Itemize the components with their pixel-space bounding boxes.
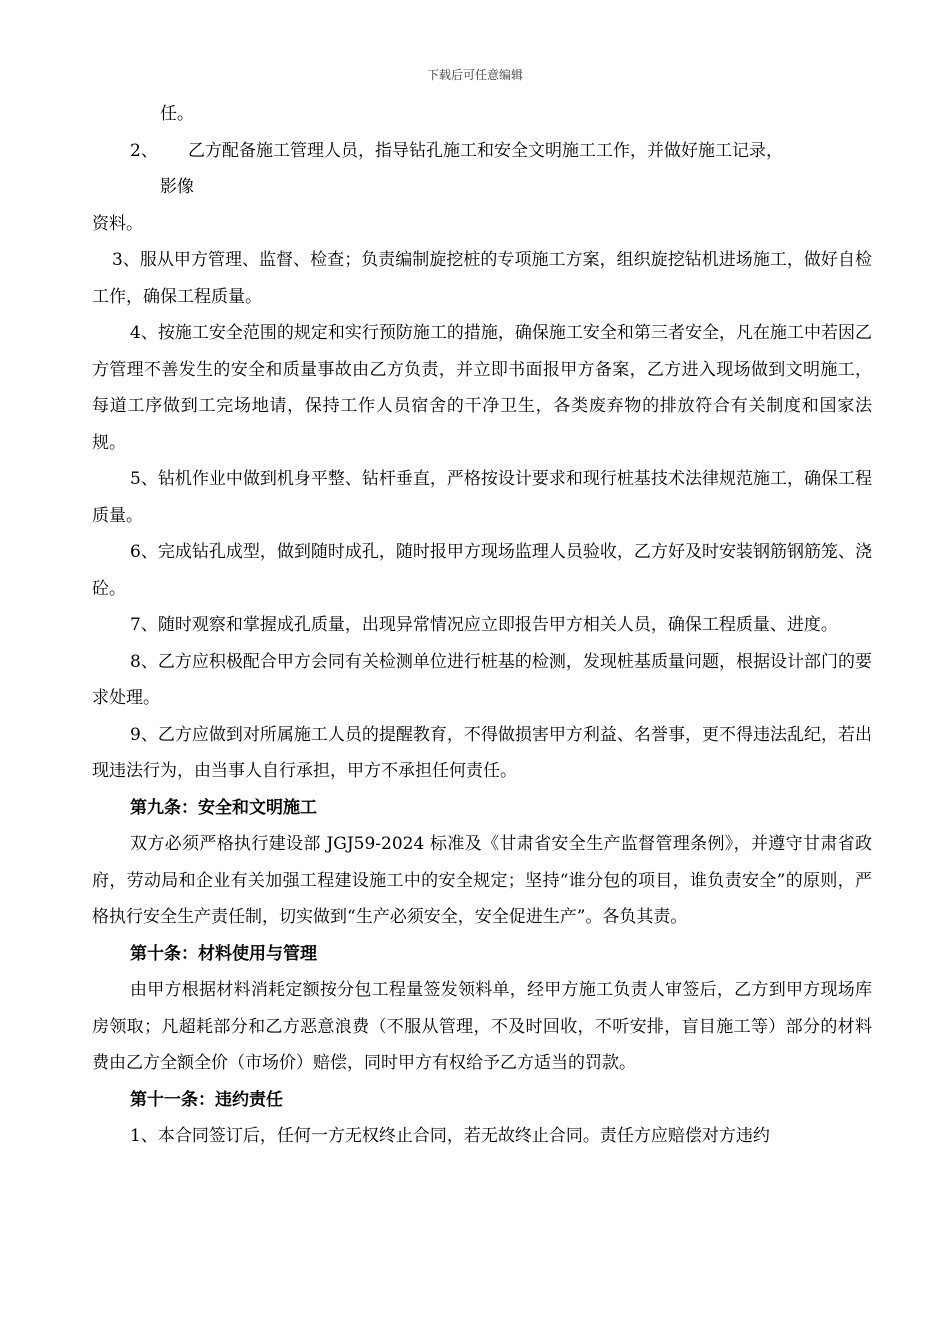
document-body (92, 96, 872, 1155)
clause-item-4: 4、按施工安全范围的规定和实行预防施工的措施，确保施工安全和第三者安全，凡在施工中若因乙方管理不善发生的安全和质量事故由乙方负责，并立即书面报甲方备案，乙方进入现场做到文明施工，每道工序做到工完场地请，保持工作人员宿舍的干净卫生，各类废弃物的排放符合有关制度和国家法规。 (92, 323, 872, 453)
article-11-heading: 第十一条：违约责任 (130, 1089, 283, 1110)
clause-item-2 (92, 133, 872, 170)
clause-item-2-number: 2、 (130, 140, 158, 161)
article-9-body: 双方必须严格执行建设部 JGJ59-2024 标准及《甘肃省安全生产监督管理条例》，并遵守甘肃省政府，劳动局和企业有关加强工程建设施工中的安全规定；坚持“谁分包的项目，谁负责安全”的原则，严格执行安全生产责任制，切实做到“生产必须安全，安全促进生产”。各负其责。 (92, 834, 872, 927)
article-9-heading: 第九条：安全和文明施工 (130, 797, 317, 818)
clause-item-2-continuation: 影像 (160, 177, 194, 197)
article-10-heading: 第十条：材料使用与管理 (130, 943, 317, 964)
clause-item-3: 3、服从甲方管理、监督、检查；负责编制旋挖桩的专项施工方案，组织旋挖钻机进场施工，做好自检工作，确保工程质量。 (92, 250, 872, 307)
clause-item-8: 8、乙方应积极配合甲方会同有关检测单位进行桩基的检测，发现桩基质量问题，根据设计部门的要求处理。 (92, 651, 872, 708)
clause-item-5: 5、钻机作业中做到机身平整、钻杆垂直，严格按设计要求和现行桩基技术法律规范施工，确保工程质量。 (92, 469, 872, 526)
clause-item-2-tail: 资料。 (92, 213, 143, 234)
clause-item-2-text: 乙方配备施工管理人员，指导钻孔施工和安全文明施工工作，并做好施工记录， (188, 140, 783, 161)
article-11-item-1: 1、本合同签订后，任何一方无权终止合同，若无故终止合同。责任方应赔偿对方违约 (130, 1126, 770, 1146)
clause-item-9: 9、乙方应做到对所属施工人员的提醒教育，不得做损害甲方利益、名誉事，更不得违法乱纪，若出现违法行为，由当事人自行承担，甲方不承担任何责任。 (92, 724, 872, 781)
article-10-body: 由甲方根据材料消耗定额按分包工程量签发领料单，经甲方施工负责人审签后，乙方到甲方现场库房领取；凡超耗部分和乙方恶意浪费（不服从管理，不及时回收，不听安排，盲目施工等）部分的材料费由乙方全额全价（市场价）赔偿，同时甲方有权给予乙方适当的罚款。 (92, 980, 872, 1073)
clause-item-6: 6、完成钻孔成型，做到随时成孔，随时报甲方现场监理人员验收，乙方好及时安装钢筋钢筋笼、浇砼。 (92, 542, 872, 599)
page-header-note: 下载后可任意编辑 (426, 68, 523, 82)
clause-item-7: 7、随时观察和掌握成孔质量，出现异常情况应立即报告甲方相关人员，确保工程质量、进度。 (130, 615, 838, 635)
paragraph-continuation: 任。 (160, 104, 194, 124)
